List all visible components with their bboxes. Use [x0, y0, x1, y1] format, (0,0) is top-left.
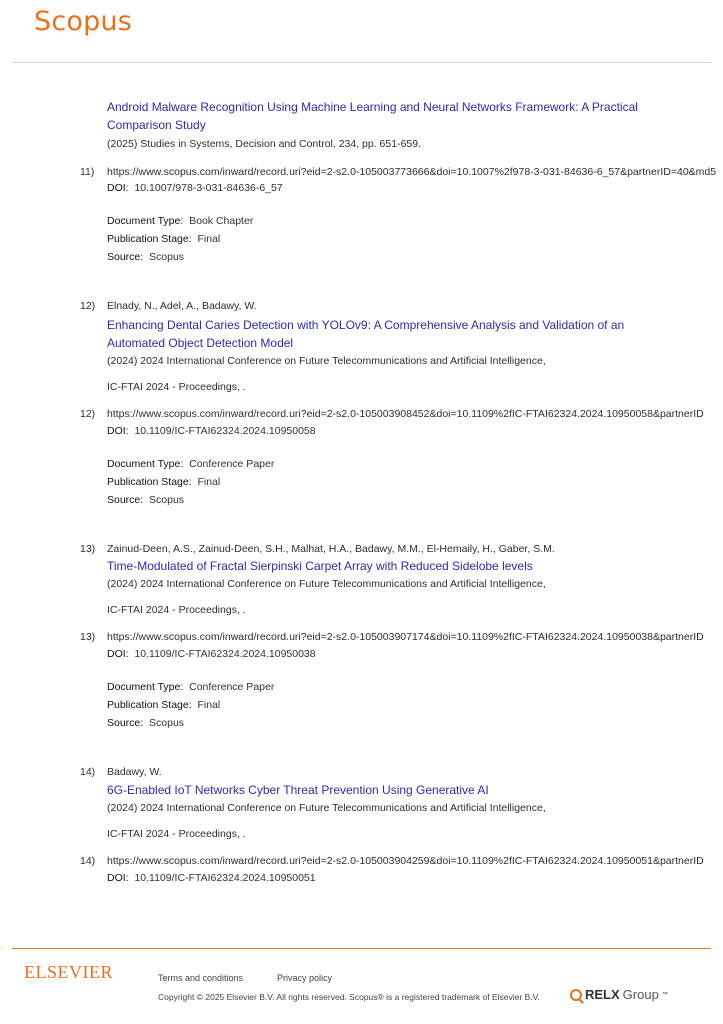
publication-stage [107, 699, 220, 711]
publication-stage-value: Final [197, 476, 221, 488]
source-value: Scopus [149, 494, 185, 506]
result-title-link[interactable]: Enhancing Dental Caries Detection with YOLOv9: A Comprehensive Analysis and Validation of an Automated Object Detection Model [107, 318, 625, 350]
result-number: 13) [80, 631, 96, 643]
relx-trademark: ™ [661, 991, 668, 998]
document-type-value: Conference Paper [189, 681, 275, 693]
result-source-line2: IC-FTAI 2024 - Proceedings, . [107, 381, 246, 393]
privacy-link[interactable]: Privacy policy [277, 973, 333, 983]
relx-magnifier-icon [570, 989, 582, 1001]
elsevier-logo: ELSEVIER [24, 962, 113, 982]
result-number: 14) [80, 855, 96, 867]
relx-group-text: Group [622, 987, 659, 1002]
relx-group-logo [570, 987, 668, 1002]
publication-stage-label: Publication Stage: [107, 233, 192, 245]
doi-label: DOI: [107, 872, 129, 884]
terms-link[interactable]: Terms and conditions [158, 973, 244, 983]
source-db [107, 717, 184, 729]
doi-value: 10.1007/978-3-031-84636-6_57 [134, 182, 283, 194]
result-url-link[interactable]: https://www.scopus.com/inward/record.uri?eid=2-s2.0-105003908452&doi=10.1109%2fIC-FTAI62324.2024.10950058&partnerID [107, 408, 704, 420]
doi-label: DOI: [107, 182, 129, 194]
scopus-logo: Scopus [34, 6, 133, 37]
publication-stage [107, 476, 220, 488]
document-type [107, 215, 253, 227]
result-number: 12) [80, 408, 96, 420]
source-db [107, 494, 184, 506]
publication-stage-value: Final [197, 233, 221, 245]
source-label: Source: [107, 717, 144, 729]
publication-stage [107, 233, 220, 245]
doi-label: DOI: [107, 648, 129, 660]
result-authors: Elnady, N., Adel, A., Badawy, W. [107, 300, 257, 312]
result-source-line1: (2024) 2024 International Conference on Future Telecommunications and Artificial Intelligence, [107, 578, 546, 590]
result-doi [107, 872, 316, 884]
result-source-line1: (2024) 2024 International Conference on Future Telecommunications and Artificial Intelligence, [107, 355, 546, 367]
header-divider [12, 62, 711, 63]
result-doi [107, 182, 283, 194]
doi-value: 10.1109/IC-FTAI62324.2024.10950058 [134, 425, 316, 437]
doi-label: DOI: [107, 425, 129, 437]
document-type-value: Conference Paper [189, 458, 275, 470]
result-authors: Zainud-Deen, A.S., Zainud-Deen, S.H., Malhat, H.A., Badawy, M.M., El-Hemaily, H., Gaber, S.M. [107, 543, 555, 555]
result-source-line2: IC-FTAI 2024 - Proceedings, . [107, 828, 246, 840]
footer-divider [12, 948, 711, 949]
result-title-link[interactable]: Time-Modulated of Fractal Sierpinski Carpet Array with Reduced Sidelobe levels [107, 559, 533, 573]
result-number: 12) [80, 300, 96, 312]
source-value: Scopus [149, 717, 185, 729]
document-type-label: Document Type: [107, 681, 184, 693]
result-doi [107, 648, 316, 660]
result-number: 14) [80, 766, 96, 778]
publication-stage-label: Publication Stage: [107, 699, 192, 711]
result-url-link[interactable]: https://www.scopus.com/inward/record.uri?eid=2-s2.0-105003773666&doi=10.1007%2f978-3-031-84636-6_57&partnerID=40&md5 [107, 166, 717, 178]
source-label: Source: [107, 494, 144, 506]
document-type [107, 458, 274, 470]
source-label: Source: [107, 251, 144, 263]
document-type [107, 681, 274, 693]
result-source: (2025) Studies in Systems, Decision and Control, 234, pp. 651-659. [107, 138, 422, 150]
source-db [107, 251, 184, 263]
result-url-link[interactable]: https://www.scopus.com/inward/record.uri?eid=2-s2.0-105003904259&doi=10.1109%2fIC-FTAI62324.2024.10950051&partnerID [107, 855, 704, 867]
copyright-text: Copyright © 2025 Elsevier B.V. All rights reserved. Scopus® is a registered trademark of Elsevier B.V. [158, 992, 540, 1002]
result-source-line1: (2024) 2024 International Conference on Future Telecommunications and Artificial Intelligence, [107, 802, 546, 814]
source-value: Scopus [149, 251, 185, 263]
doi-value: 10.1109/IC-FTAI62324.2024.10950051 [134, 872, 316, 884]
result-source-line2: IC-FTAI 2024 - Proceedings, . [107, 604, 246, 616]
document-type-label: Document Type: [107, 458, 184, 470]
result-title-link[interactable]: 6G-Enabled IoT Networks Cyber Threat Prevention Using Generative AI [107, 783, 489, 797]
relx-wordmark: RELX [585, 987, 620, 1002]
publication-stage-value: Final [197, 699, 221, 711]
result-number: 13) [80, 543, 96, 555]
document-type-value: Book Chapter [189, 215, 254, 227]
publication-stage-label: Publication Stage: [107, 476, 192, 488]
result-authors: Badawy, W. [107, 766, 162, 778]
document-type-label: Document Type: [107, 215, 184, 227]
result-title-link[interactable]: Android Malware Recognition Using Machine Learning and Neural Networks Framework: A Practical Comparison Study [107, 100, 638, 132]
doi-value: 10.1109/IC-FTAI62324.2024.10950038 [134, 648, 316, 660]
result-doi [107, 425, 316, 437]
result-url-link[interactable]: https://www.scopus.com/inward/record.uri?eid=2-s2.0-105003907174&doi=10.1109%2fIC-FTAI62324.2024.10950038&partnerID [107, 631, 704, 643]
result-number: 11) [80, 166, 95, 178]
